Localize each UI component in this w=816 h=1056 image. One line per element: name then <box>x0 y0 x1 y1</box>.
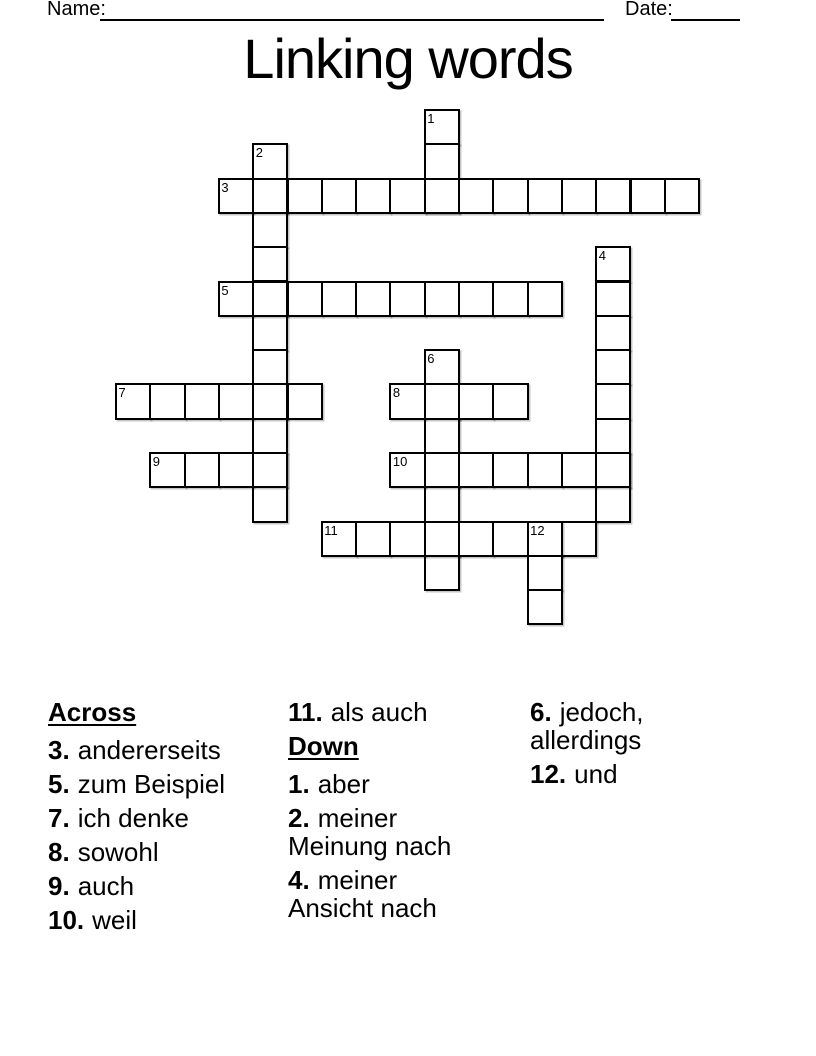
clue-down-6 <box>530 698 682 754</box>
grid-cell[interactable] <box>252 383 288 419</box>
grid-cell[interactable] <box>389 178 425 214</box>
grid-cell[interactable] <box>595 315 631 351</box>
clue-across-8 <box>48 838 290 866</box>
grid-cell[interactable] <box>458 178 494 214</box>
grid-cell[interactable] <box>561 178 597 214</box>
grid-cell[interactable] <box>595 486 631 522</box>
clue-across-11 <box>288 698 488 726</box>
clue-across-7 <box>48 804 290 832</box>
grid-cell[interactable] <box>389 281 425 317</box>
grid-cell[interactable] <box>424 521 460 557</box>
clue-number-label: 11. <box>288 697 323 727</box>
grid-cell[interactable] <box>595 349 631 385</box>
grid-cell[interactable] <box>389 521 425 557</box>
grid-cell[interactable] <box>287 178 323 214</box>
clue-text: meiner Ansicht nach <box>288 865 437 923</box>
clue-text: ich denke <box>77 803 189 833</box>
grid-cell[interactable] <box>287 383 323 419</box>
grid-cell[interactable] <box>355 178 391 214</box>
clue-across-3 <box>48 736 290 764</box>
clue-text: andererseits <box>77 735 221 765</box>
clue-number-label: 4. <box>288 865 310 895</box>
grid-cell[interactable] <box>424 143 460 179</box>
grid-cell[interactable] <box>424 281 460 317</box>
grid-cell[interactable] <box>527 178 563 214</box>
clues-column-down <box>288 698 488 928</box>
grid-cell[interactable] <box>561 452 597 488</box>
grid-cell[interactable] <box>595 452 631 488</box>
clue-number-label: 8. <box>48 837 70 867</box>
grid-cell[interactable] <box>252 281 288 317</box>
grid-cell[interactable] <box>595 418 631 454</box>
grid-cell[interactable] <box>252 349 288 385</box>
grid-clue-number: 1 <box>427 111 435 126</box>
grid-cell[interactable] <box>458 281 494 317</box>
grid-cell[interactable] <box>458 383 494 419</box>
grid-cell[interactable] <box>561 521 597 557</box>
clue-number-label: 7. <box>48 803 70 833</box>
date-label: Date: <box>625 0 673 20</box>
grid-cell[interactable] <box>424 383 460 419</box>
clue-text: jedoch, allerdings <box>530 697 644 755</box>
down-heading: Down <box>288 731 359 761</box>
grid-cell[interactable] <box>252 212 288 248</box>
grid-cell[interactable] <box>252 315 288 351</box>
grid-cell[interactable] <box>252 246 288 282</box>
clue-text: meiner Meinung nach <box>288 803 452 861</box>
grid-cell[interactable] <box>492 281 528 317</box>
clue-across-9 <box>48 872 290 900</box>
across-heading: Across <box>48 697 137 727</box>
grid-clue-number: 7 <box>118 385 126 401</box>
clue-number-label: 12. <box>530 759 567 789</box>
clue-text: weil <box>92 905 137 935</box>
clue-text: als auch <box>330 697 428 727</box>
clue-down-4 <box>288 866 488 922</box>
grid-cell[interactable] <box>492 178 528 214</box>
grid-cell[interactable] <box>287 281 323 317</box>
clue-across-10 <box>48 906 290 934</box>
grid-cell[interactable] <box>218 452 254 488</box>
grid-cell[interactable] <box>630 178 666 214</box>
grid-cell[interactable] <box>527 281 563 317</box>
grid-clue-number: 6 <box>427 351 435 367</box>
grid-cell[interactable] <box>424 486 460 522</box>
clue-down-1 <box>288 770 488 798</box>
grid-clue-number: 4 <box>598 248 606 264</box>
clue-number-label: 5. <box>48 769 70 799</box>
grid-cell[interactable] <box>492 383 528 419</box>
grid-cell[interactable] <box>355 521 391 557</box>
page-title: Linking words <box>243 27 573 90</box>
grid-cell[interactable] <box>458 521 494 557</box>
clues-column-across <box>48 698 290 940</box>
name-label: Name: <box>47 0 106 20</box>
grid-cell[interactable] <box>218 383 254 419</box>
grid-clue-number: 10 <box>392 454 408 469</box>
grid-clue-number: 2 <box>255 145 263 161</box>
grid-cell[interactable] <box>458 452 494 488</box>
grid-clue-number: 9 <box>152 454 161 469</box>
grid-cell[interactable] <box>252 418 288 454</box>
grid-cell[interactable] <box>424 555 460 591</box>
grid-cell[interactable] <box>595 281 631 317</box>
grid-clue-number: 3 <box>221 179 229 195</box>
clue-text: auch <box>77 871 135 901</box>
grid-clue-number: 11 <box>324 522 338 538</box>
clue-down-2 <box>288 804 488 860</box>
clue-across-5 <box>48 770 290 798</box>
clue-text: sowohl <box>77 837 159 867</box>
clue-number-label: 10. <box>48 905 85 935</box>
grid-cell[interactable] <box>492 521 528 557</box>
grid-cell[interactable] <box>321 281 357 317</box>
clue-text: und <box>574 759 618 789</box>
grid-cell[interactable] <box>321 178 357 214</box>
clue-text: zum Beispiel <box>77 769 226 799</box>
grid-cell[interactable] <box>252 178 288 214</box>
clue-number-label: 1. <box>288 769 310 799</box>
grid-cell[interactable] <box>527 555 563 591</box>
clue-number-label: 9. <box>48 871 70 901</box>
grid-cell[interactable] <box>527 452 563 488</box>
grid-cell[interactable] <box>184 452 220 488</box>
grid-cell[interactable] <box>252 486 288 522</box>
grid-cell[interactable] <box>664 178 700 214</box>
clue-down-12 <box>530 760 682 788</box>
grid-cell[interactable] <box>492 452 528 488</box>
grid-cell[interactable] <box>595 178 631 214</box>
grid-cell[interactable] <box>424 418 460 454</box>
grid-cell[interactable] <box>424 178 460 214</box>
grid-cell[interactable] <box>252 452 288 488</box>
grid-cell[interactable] <box>424 452 460 488</box>
grid-clue-number: 12 <box>530 522 545 538</box>
grid-clue-number: 8 <box>392 385 401 401</box>
clue-number-label: 2. <box>288 803 310 833</box>
clue-number-label: 6. <box>530 697 552 727</box>
grid-cell[interactable] <box>149 383 185 419</box>
clue-number-label: 3. <box>48 735 70 765</box>
grid-cell[interactable] <box>527 589 563 625</box>
clues-column-down-2 <box>530 698 682 794</box>
grid-cell[interactable] <box>355 281 391 317</box>
grid-cell[interactable] <box>595 383 631 419</box>
grid-clue-number: 5 <box>221 282 229 298</box>
clue-text: aber <box>317 769 370 799</box>
grid-cell[interactable] <box>184 383 220 419</box>
